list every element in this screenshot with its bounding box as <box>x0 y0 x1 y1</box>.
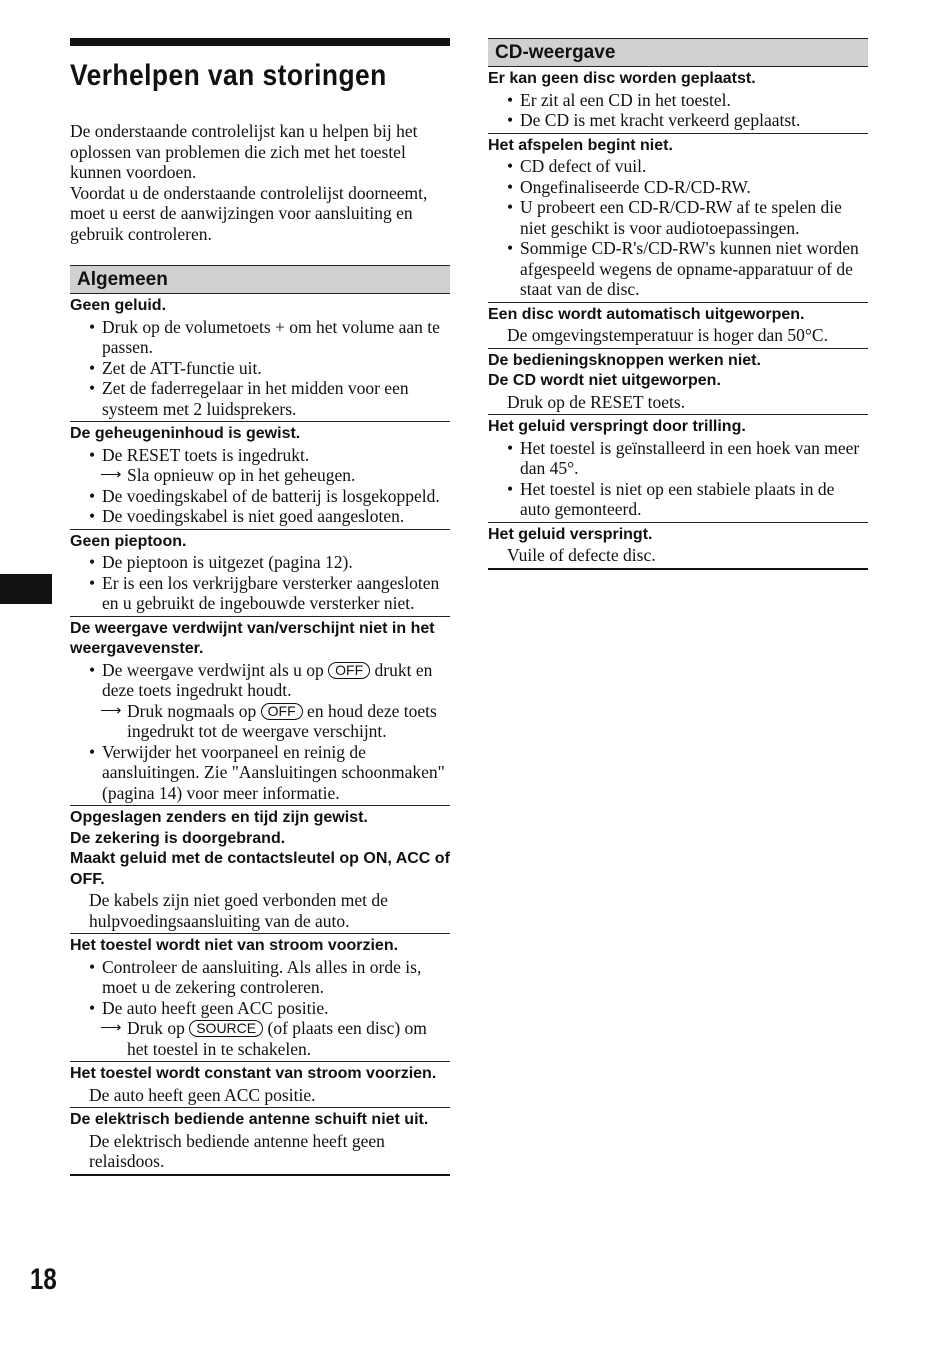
bullet-item: • De weergave verdwijnt als u op OFF drukt en deze toets ingedrukt houdt. <box>89 659 433 700</box>
bullet-item: • Zet de ATT-functie uit. <box>89 357 262 378</box>
arrow-icon: ⟶ <box>100 467 122 483</box>
solution-text: De elektrisch bediende antenne heeft geen relaisdoos. <box>89 1130 385 1171</box>
bullet-item: • De voedingskabel of de batterij is losgekoppeld. <box>89 485 440 506</box>
bullet-item: • De RESET toets is ingedrukt. <box>89 444 310 465</box>
problem-title: Maakt geluid met de contactsleutel op ON, ACC of OFF. <box>70 850 450 888</box>
intro-paragraph: Voordat u de onderstaande controlelijst doorneemt, moet u eerst de aanwijzingen voor aansluiting en gebruik controleren. <box>70 182 428 244</box>
off-key-label: OFF <box>328 662 370 679</box>
trouble-block <box>70 1108 450 1176</box>
problem-title: Het geluid verspringt. <box>488 525 653 543</box>
bullet-item: • Er is een los verkrijgbare versterker aangesloten en u gebruikt de ingebouwde versterker niet. <box>89 572 440 613</box>
right-column <box>488 38 868 570</box>
arrow-item: ⟶ Druk op SOURCE (of plaats een disc) om het toestel in te schakelen. <box>100 1018 427 1059</box>
section-heading-cd-weergave: CD-weergave <box>488 38 868 67</box>
problem-title: De elektrisch bediende antenne schuift niet uit. <box>70 1111 429 1128</box>
problem-title: Geen pieptoon. <box>70 532 187 550</box>
bullet-item: • Het toestel is geïnstalleerd in een hoek van meer dan 45°. <box>507 437 860 478</box>
trouble-block <box>488 134 868 303</box>
trouble-block <box>70 294 450 422</box>
problem-title: Opgeslagen zenders en tijd zijn gewist. <box>70 809 368 826</box>
trouble-block <box>488 415 868 523</box>
title-rule <box>70 38 450 46</box>
solution-text: De omgevingstemperatuur is hoger dan 50°C. <box>507 325 828 345</box>
problem-title: Het afspelen begint niet. <box>488 136 673 154</box>
bullet-item: • De CD is met kracht verkeerd geplaatst. <box>507 110 801 130</box>
off-key-label: OFF <box>261 703 303 720</box>
intro-text <box>70 121 450 244</box>
intro-paragraph: De onderstaande controlelijst kan u helpen bij het oplossen van problemen die zich met het toestel kunnen voordoen. <box>70 121 418 182</box>
trouble-block <box>70 1062 450 1108</box>
bullet-item: • Sommige CD-R's/CD-RW's kunnen niet worden afgespeeld wegens de opname-apparatuur of de staat van de disc. <box>507 238 859 299</box>
section-thumb-tab <box>0 574 52 604</box>
solution-text: Druk op de RESET toets. <box>507 391 686 412</box>
arrow-icon: ⟶ <box>100 702 122 719</box>
trouble-block <box>488 303 868 349</box>
problem-title: De weergave verdwijnt van/verschijnt niet in het weergavevenster. <box>70 619 435 657</box>
trouble-block <box>488 349 868 416</box>
arrow-item: ⟶ Druk nogmaals op OFF en houd deze toets ingedrukt tot de weergave verschijnt. <box>100 700 437 741</box>
trouble-block <box>488 67 868 134</box>
solution-text: De kabels zijn niet goed verbonden met de hulpvoedingsaansluiting van de auto. <box>89 890 388 931</box>
page-title: Verhelpen van storingen <box>70 59 387 92</box>
solution-text: De auto heeft geen ACC positie. <box>89 1084 316 1105</box>
problem-title: De geheugeninhoud is gewist. <box>70 425 301 442</box>
bullet-item: • Het toestel is niet op een stabiele plaats in de auto gemonteerd. <box>507 478 835 519</box>
bullet-item: • Ongefinaliseerde CD-R/CD-RW. <box>507 176 751 197</box>
section-heading-algemeen: Algemeen <box>70 265 450 294</box>
problem-title: Een disc wordt automatisch uitgeworpen. <box>488 305 805 323</box>
bullet-item: • U probeert een CD-R/CD-RW af te spelen die niet geschikt is voor audiotoepassingen. <box>507 197 842 238</box>
trouble-block <box>488 523 868 570</box>
problem-title: Geen geluid. <box>70 297 167 314</box>
page-number: 18 <box>30 1263 57 1296</box>
trouble-block <box>70 934 450 1062</box>
trouble-block <box>70 530 450 617</box>
problem-title: Er kan geen disc worden geplaatst. <box>488 70 756 87</box>
trouble-block <box>70 422 450 530</box>
bullet-item: • Druk op de volumetoets + om het volume aan te passen. <box>89 316 440 357</box>
left-column <box>70 38 450 1176</box>
problem-title: De CD wordt niet uitgeworpen. <box>488 372 721 389</box>
bullet-item: • De pieptoon is uitgezet (pagina 12). <box>89 552 353 572</box>
problem-title: De bedieningsknoppen werken niet. <box>488 351 761 369</box>
arrow-item: ⟶ Sla opnieuw op in het geheugen. <box>100 465 356 485</box>
solution-text: Vuile of defecte disc. <box>507 545 656 565</box>
bullet-item: • Verwijder het voorpaneel en reinig de aansluitingen. Zie "Aansluitingen schoonmaken" (pagina 14) voor meer informatie. <box>89 741 445 803</box>
problem-title: Het toestel wordt niet van stroom voorzien. <box>70 937 399 954</box>
bullet-item: • Zet de faderregelaar in het midden voor een systeem met 2 luidsprekers. <box>89 378 409 419</box>
source-key-label: SOURCE <box>189 1020 263 1037</box>
bullet-item: • Controleer de aansluiting. Als alles in orde is, moet u de zekering controleren. <box>89 956 422 997</box>
bullet-item: • De voedingskabel is niet goed aangesloten. <box>89 506 405 526</box>
bullet-item: • Er zit al een CD in het toestel. <box>507 89 731 110</box>
arrow-icon: ⟶ <box>100 1020 122 1036</box>
bullet-item: • De auto heeft geen ACC positie. <box>89 997 329 1018</box>
trouble-block <box>70 617 450 807</box>
trouble-block <box>70 806 450 934</box>
problem-title: Het toestel wordt constant van stroom voorzien. <box>70 1065 437 1082</box>
problem-title: Het geluid verspringt door trilling. <box>488 418 746 435</box>
bullet-item: • CD defect of vuil. <box>507 156 647 176</box>
problem-title: De zekering is doorgebrand. <box>70 829 286 847</box>
